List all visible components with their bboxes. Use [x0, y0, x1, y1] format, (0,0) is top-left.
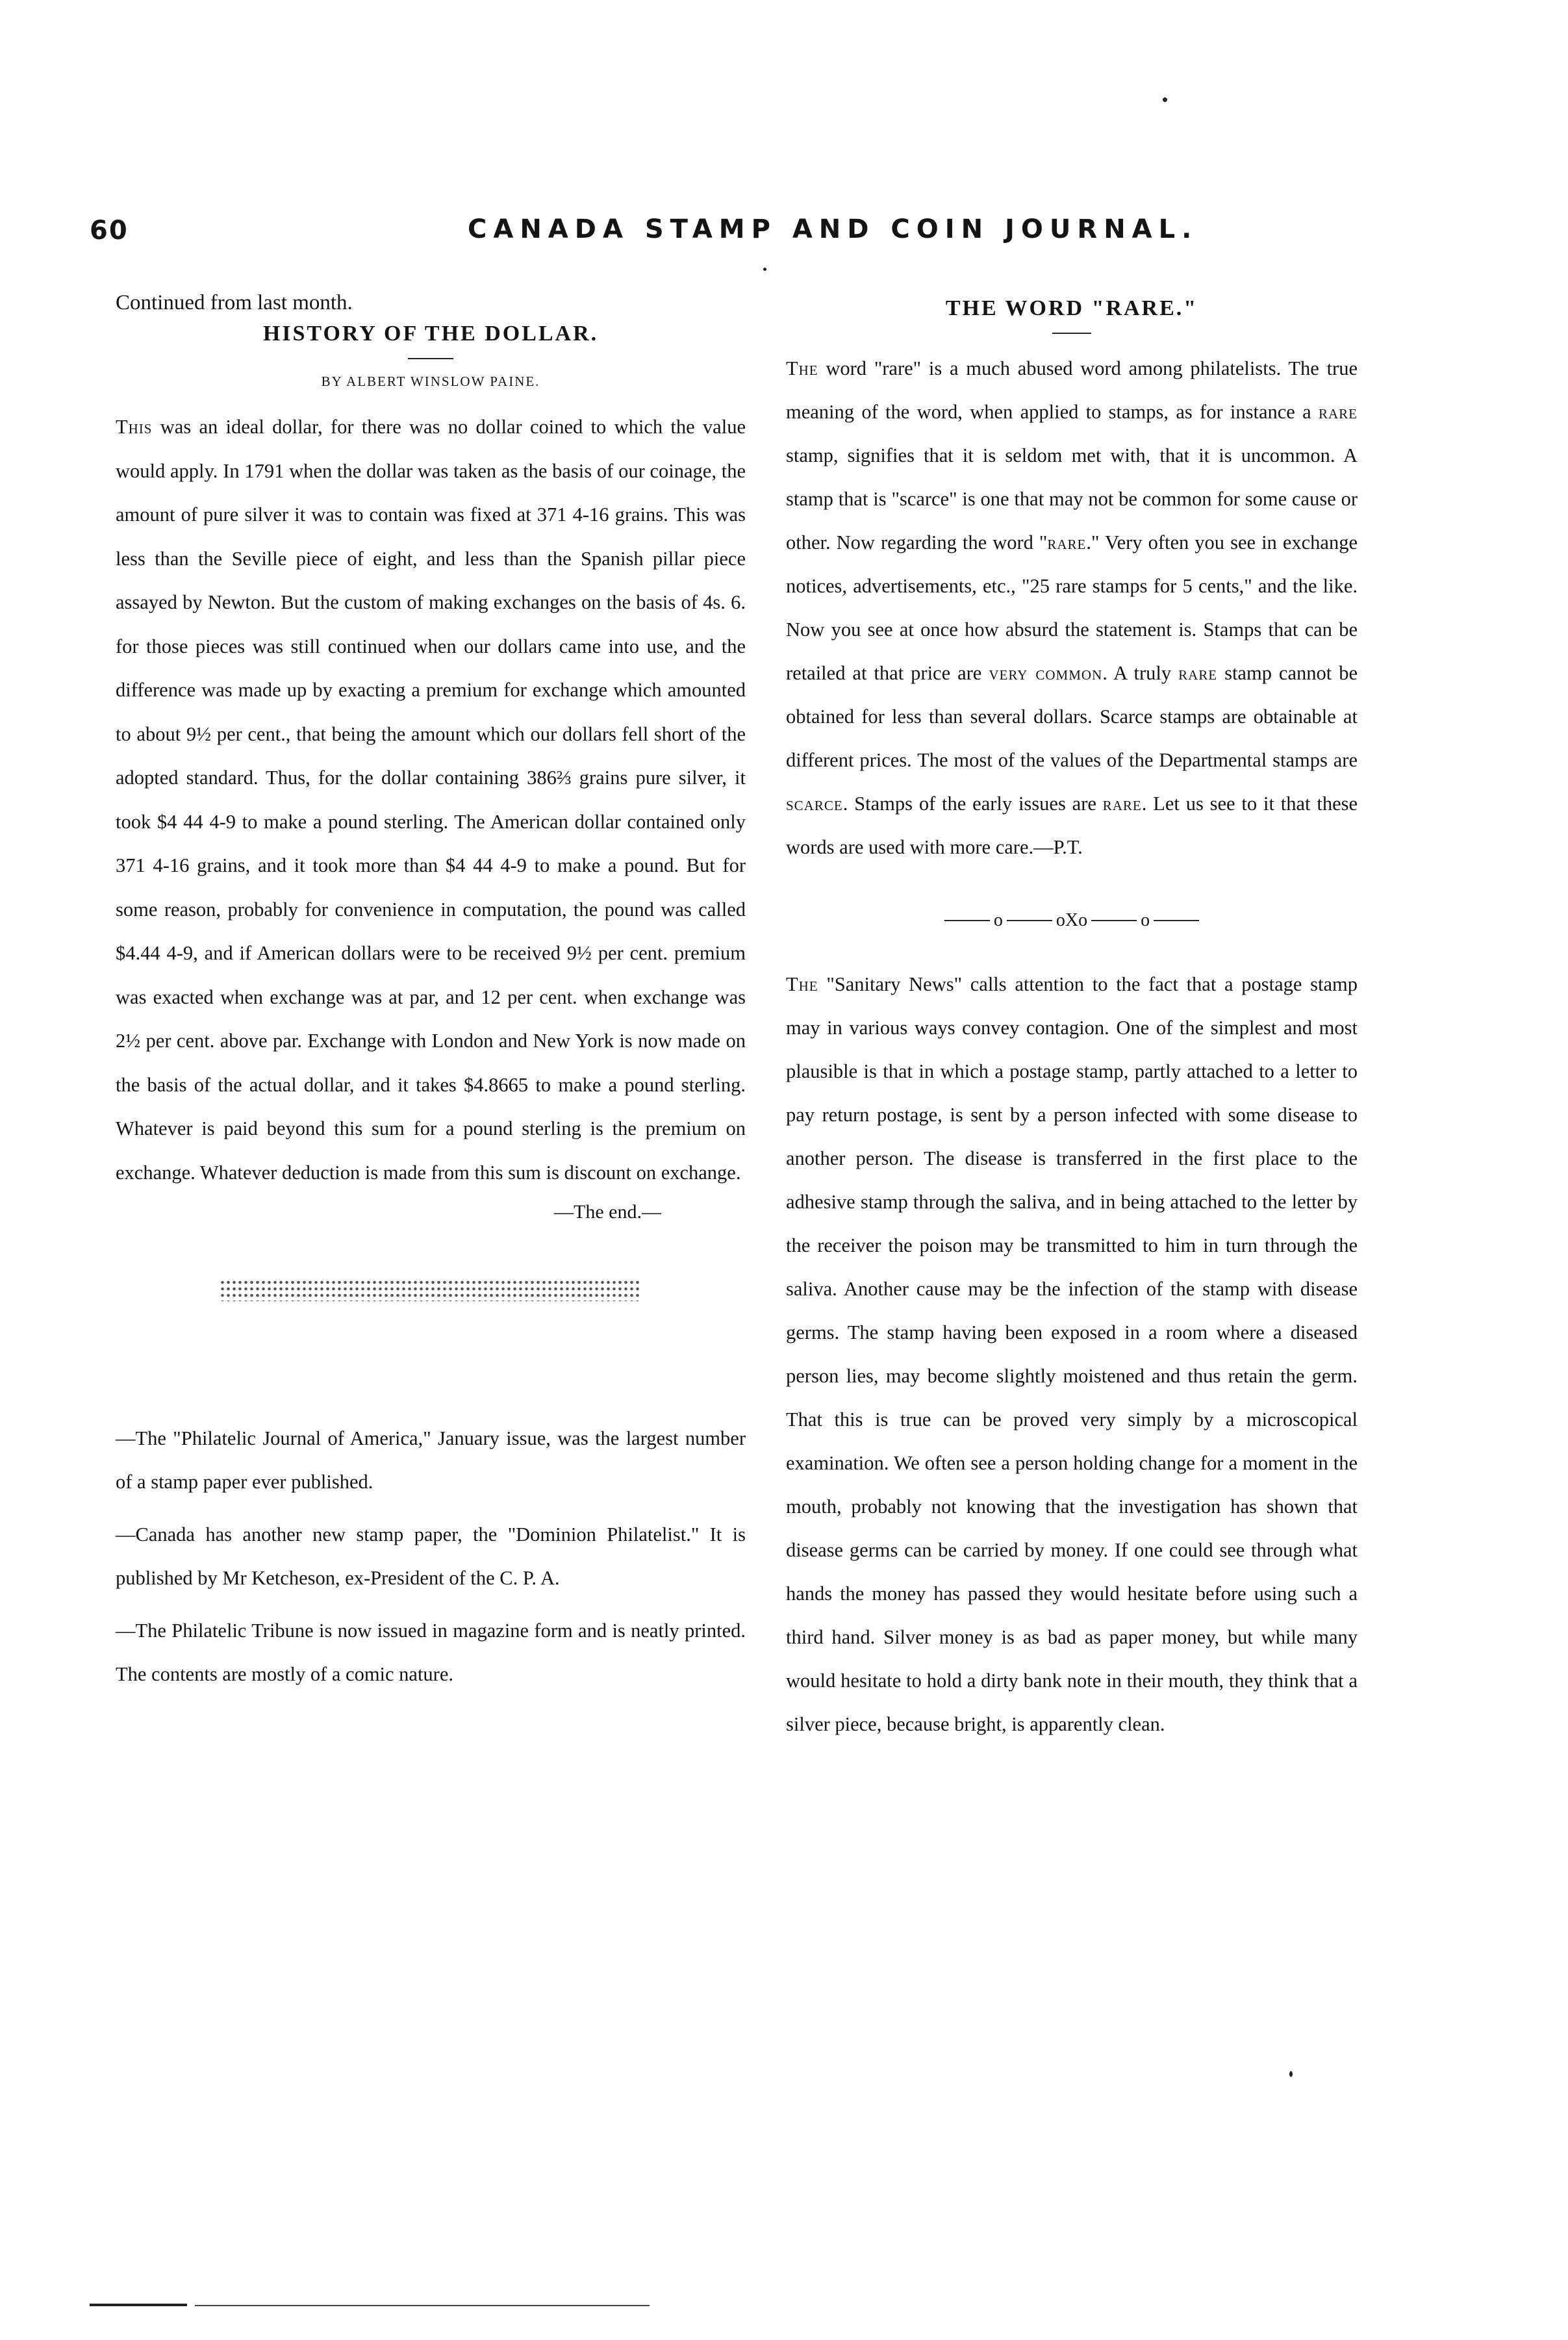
small-caps-word: rare [1102, 793, 1142, 815]
page-number: 60 [90, 216, 129, 246]
title-rule [408, 358, 453, 359]
print-speck [1163, 97, 1167, 102]
text-segment: . Let us see to it that these words are used with more care.—P.T. [786, 793, 1358, 858]
article-title-word-rare: THE WORD "RARE." [945, 296, 1198, 320]
article-body-text: was an ideal dollar, for there was no dollar coined to which the value would apply. In 1791 when the dollar was taken as the basis of our coinage, the amount of pure silver it was to contain was fixed at 371 4-16 grains. This was less than the Seville piece of eight, and less than the Spanish pillar piece assayed by Newton. But the custom of making exchanges on the basis of 4s. 6. for those pieces was still continued when our dollars came into use, and the difference was made up by exacting a premium for exchange which amounted to about 9½ per cent., that being the amount which our dollars fell short of the adopted standard. Thus, for the dollar containing 386⅔ grains pure silver, it took $4 44 4-9 to make a pound sterling. The American dollar contained only 371 4-16 grains, and it took more than $4 44 4-9 to make a pound. But for some reason, probably for convenience in computation, the pound was called $4.44 4-9, and if American dollars were to be received 9½ per cent. premium was exacted when exchange was at par, and 12 per cent. when exchange was 2½ per cent. above par. Exchange with London and New York is now made on the basis of the actual dollar, and it takes $4.8665 to make a pound sterling. Whatever is paid beyond this sum for a pound sterling is the premium on exchange. Whatever deduction is made from this sum is discount on exchange. [116, 416, 746, 1184]
small-caps-word: scarce [786, 793, 843, 815]
dotted-ornament [220, 1279, 642, 1301]
text-segment: ." Very often you see in exchange notices, advertisements, etc., "25 rare stamps for 5 cents," and the like. Now you see at once how absurd the statement is. Stamps that can be retailed at that price are [786, 531, 1358, 684]
text-segment: stamp, signifies that it is seldom met with, that it is uncommon. A stamp that is "scarce" is one that may not be common for some cause or other. Now regarding the word " [786, 444, 1358, 553]
right-column [786, 291, 1358, 1746]
section-divider [786, 911, 1358, 930]
continued-note: Continued from last month. [116, 291, 353, 314]
article-body-sanitary-news [786, 963, 1358, 1746]
news-item: —The "Philatelic Journal of America," January issue, was the largest number of a stamp paper ever published. [116, 1427, 746, 1493]
text-segment: . Stamps of the early issues are [842, 793, 1103, 815]
text-segment: word "rare" is a much abused word among philatelists. The true meaning of the word, when applied to stamps, as for instance a [786, 357, 1358, 423]
small-caps-word: rare [1318, 401, 1358, 423]
small-caps-word: very common [989, 662, 1103, 684]
news-items [116, 1417, 746, 1696]
lead-word: The [786, 357, 818, 379]
print-speck [763, 268, 766, 271]
divider-dot: o [1141, 910, 1150, 930]
article-body-history-of-dollar [116, 405, 746, 1195]
article-body-text: "Sanitary News" calls attention to the fact that a postage stamp may in various ways convey contagion. One of the simplest and most plausible is that in which a postage stamp, partly attached to a letter to pay return postage, is sent by a person infected with some disease to another person. The disease is transferred in the first place to the adhesive stamp through the saliva, and in being attached to the letter by the receiver the poison may be transmitted to him in turn through the saliva. Another cause may be the infection of the stamp with disease germs. The stamp having been exposed in a room where a diseased person lies, may become slightly moistened and thus retain the germ. That this is true can be proved very simply by a microscopical examination. We often see a person holding change for a moment in the mouth, probably not knowing that the investigation has shown that disease germs can be carried by money. If one could see through what hands the money has passed they would hesitate before using such a third hand. Silver money is as bad as paper money, but while many would hesitate to hold a dirty bank note in their mouth, they think that a silver piece, because bright, is apparently clean. [786, 973, 1358, 1735]
text-segment: . A truly [1102, 662, 1179, 684]
article-body-word-rare [786, 347, 1358, 869]
print-speck [1289, 2071, 1293, 2077]
divider-line [1007, 920, 1052, 921]
text-segment: stamp cannot be obtained for less than several dollars. Scarce stamps are obtainable at different prices. The most of the values of the Departmental stamps are [786, 662, 1358, 771]
divider-dot: o [993, 910, 1003, 930]
article-title-history-of-dollar: HISTORY OF THE DOLLAR. [262, 322, 599, 346]
news-item: —Canada has another new stamp paper, the "Dominion Philatelist." It is published by Mr Ketcheson, ex-President of the C. P. A. [116, 1523, 746, 1589]
title-rule [1052, 333, 1091, 334]
left-column [116, 291, 746, 1705]
bottom-rule [90, 2304, 187, 2306]
divider-ornament: oXo [1056, 910, 1088, 930]
running-title: CANADA STAMP AND COIN JOURNAL. [468, 214, 1198, 244]
divider-line [1091, 920, 1137, 921]
divider-line [944, 920, 990, 921]
divider-line [1154, 920, 1199, 921]
lead-word: This [116, 416, 153, 438]
small-caps-word: rare [1178, 662, 1218, 684]
news-item: —The Philatelic Tribune is now issued in magazine form and is neatly printed. The contents are mostly of a comic nature. [116, 1620, 746, 1685]
byline: BY ALBERT WINSLOW PAINE. [321, 374, 540, 389]
lead-word: The [786, 973, 818, 995]
end-line: —The end.— [554, 1201, 661, 1223]
small-caps-word: rare [1047, 531, 1087, 553]
bottom-rule [195, 2305, 650, 2306]
